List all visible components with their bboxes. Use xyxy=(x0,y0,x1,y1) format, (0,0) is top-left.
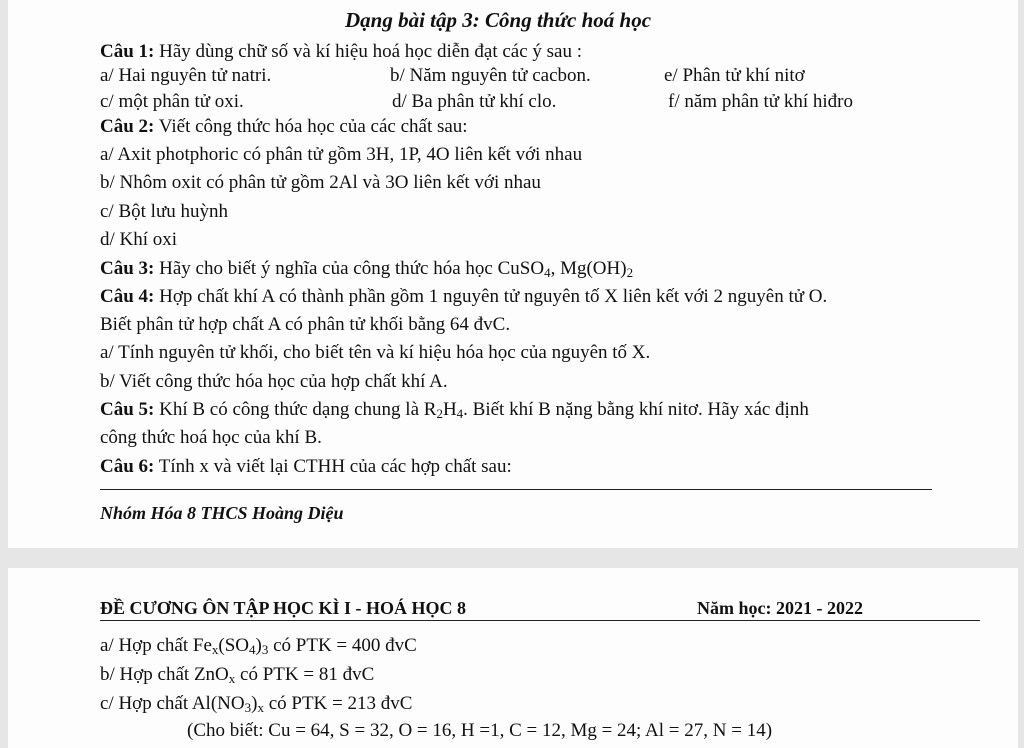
question-text: Khí B có công thức dạng chung là R xyxy=(154,399,437,420)
question-text: Tính x và viết lại CTHH của các hợp chất sau: xyxy=(154,456,512,477)
item-text: (SO xyxy=(218,635,250,656)
subscript: 3 xyxy=(244,700,252,715)
q4-item-b: b/ Viết công thức hóa học của hợp chất khí A. xyxy=(100,371,448,392)
subscript: 4 xyxy=(544,265,551,280)
subscript: 2 xyxy=(626,265,634,280)
subscript: x xyxy=(257,700,264,715)
question-text: Hãy cho biết ý nghĩa của công thức hóa học CuSO xyxy=(154,258,545,279)
question-label: Câu 5: xyxy=(100,399,155,420)
q5-line-2: công thức hoá học của khí B. xyxy=(100,427,322,448)
item-text: b/ Hợp chất ZnO xyxy=(100,664,229,685)
item-text: có PTK = 400 đvC xyxy=(268,635,417,656)
question-label: Câu 3: xyxy=(100,258,155,279)
q6-item-b xyxy=(100,664,374,686)
question-4 xyxy=(100,286,827,308)
subscript: 3 xyxy=(261,642,269,657)
question-1 xyxy=(100,41,582,63)
question-label: Câu 4: xyxy=(100,286,155,307)
header-title: ĐỀ CƯƠNG ÔN TẬP HỌC KÌ I - HOÁ HỌC 8 xyxy=(100,598,467,618)
q1-item-c: c/ một phân tử oxi. xyxy=(100,91,244,112)
footer-group: Nhóm Hóa 8 THCS Hoàng Diệu xyxy=(100,503,344,523)
item-text: có PTK = 213 đvC xyxy=(263,693,413,714)
q2-item-c: c/ Bột lưu huỳnh xyxy=(100,201,228,222)
question-text: Hãy dùng chữ số và kí hiệu hoá học diễn đạt các ý sau : xyxy=(154,41,583,62)
given-values: (Cho biết: Cu = 64, S = 32, O = 16, H =1, C = 12, Mg = 24; Al = 27, N = 14) xyxy=(187,720,773,741)
subscript: 2 xyxy=(436,406,443,421)
item-text: ) xyxy=(251,693,258,714)
q4-item-a: a/ Tính nguyên tử khối, cho biết tên và kí hiệu hóa học của nguyên tố X. xyxy=(100,342,651,363)
question-label: Câu 6: xyxy=(100,456,155,477)
question-5 xyxy=(100,399,809,421)
q1-item-e: e/ Phân tử khí nitơ xyxy=(664,65,805,86)
subscript: x xyxy=(211,642,219,657)
question-label: Câu 1: xyxy=(100,41,155,62)
section-title: Dạng bài tập 3: Công thức hoá học xyxy=(345,8,652,32)
question-text: Hợp chất khí A có thành phần gồm 1 nguyên tử nguyên tố X liên kết với 2 nguyên tử O. xyxy=(154,286,828,307)
q4-line-2: Biết phân tử hợp chất A có phân tử khối bằng 64 đvC. xyxy=(100,314,511,335)
footer-rule xyxy=(100,489,932,490)
question-text: . Biết khí B nặng bằng khí nitơ. Hãy xác định xyxy=(463,399,809,420)
q1-item-a: a/ Hai nguyên tử natri. xyxy=(100,65,272,86)
subscript: x xyxy=(228,671,236,686)
question-6 xyxy=(100,456,512,478)
question-2 xyxy=(100,116,468,138)
q1-item-b: b/ Năm nguyên tử cacbon. xyxy=(390,65,591,86)
q2-item-d: d/ Khí oxi xyxy=(100,229,178,250)
item-text: ) xyxy=(255,635,262,656)
q2-item-b: b/ Nhôm oxit có phân tử gồm 2Al và 3O liên kết với nhau xyxy=(100,172,541,193)
item-text: có PTK = 81 đvC xyxy=(235,664,375,685)
q6-item-a xyxy=(100,635,417,657)
question-text: , Mg(OH) xyxy=(550,258,627,279)
question-text: Viết công thức hóa học của các chất sau: xyxy=(154,116,468,137)
item-text: c/ Hợp chất Al(NO xyxy=(100,693,245,714)
question-text: H xyxy=(442,399,457,420)
q1-item-d: d/ Ba phân tử khí clo. xyxy=(392,91,557,112)
page-top xyxy=(8,0,1018,548)
question-label: Câu 2: xyxy=(100,116,155,137)
item-text: a/ Hợp chất Fe xyxy=(100,635,212,656)
q6-item-c xyxy=(100,693,412,715)
question-3 xyxy=(100,258,633,280)
page-bottom xyxy=(8,568,1018,748)
q1-item-f: f/ năm phân tử khí hiđro xyxy=(668,91,853,112)
header-rule xyxy=(100,620,980,621)
header-year: Năm học: 2021 - 2022 xyxy=(697,598,863,618)
subscript: 4 xyxy=(249,642,256,657)
q2-item-a: a/ Axit photphoric có phân tử gồm 3H, 1P, 4O liên kết với nhau xyxy=(100,144,583,165)
subscript: 4 xyxy=(456,406,464,421)
